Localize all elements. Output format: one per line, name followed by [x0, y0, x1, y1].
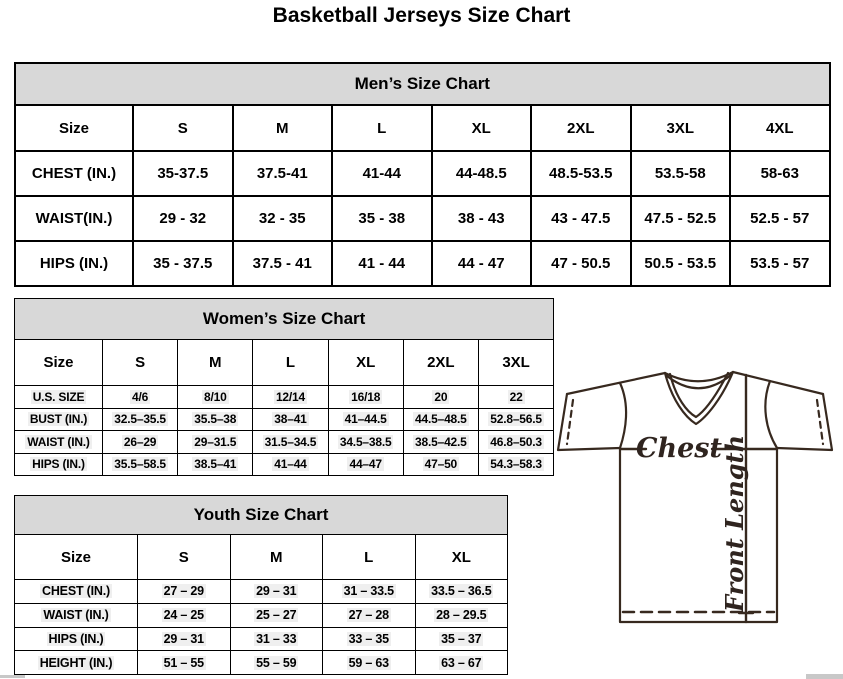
womens-size-chart [14, 298, 554, 476]
size-value-cell: 52.5 - 57 [730, 196, 830, 241]
column-header: S [133, 105, 233, 151]
row-label: CHEST (IN.) [15, 151, 133, 196]
page-title: Basketball Jerseys Size Chart [272, 4, 571, 27]
column-header: Size [15, 105, 133, 151]
size-value-cell: 34.5–38.5 [328, 431, 403, 454]
column-header: M [230, 535, 323, 580]
size-value-cell: 31 – 33.5 [323, 580, 416, 604]
size-value-cell: 35 – 37 [415, 627, 508, 651]
size-value-cell: 35-37.5 [133, 151, 233, 196]
column-header: Size [15, 535, 138, 580]
table-row [15, 431, 554, 454]
size-value-cell: 33 – 35 [323, 627, 416, 651]
size-value-cell: 44-48.5 [432, 151, 532, 196]
size-value-cell: 29–31.5 [178, 431, 253, 454]
column-header: Size [15, 340, 103, 386]
jersey-sleeve-left [558, 394, 620, 450]
size-value-cell: 52.8–56.5 [478, 408, 553, 431]
size-value-cell: 38–41 [253, 408, 328, 431]
table-row [15, 386, 554, 409]
column-header: M [233, 105, 333, 151]
size-value-cell: 50.5 - 53.5 [631, 241, 731, 286]
size-value-cell: 41–44.5 [328, 408, 403, 431]
row-label: WAIST (IN.) [15, 603, 138, 627]
size-value-cell: 59 – 63 [323, 651, 416, 675]
sleeve-cuff-dashes-right [817, 400, 823, 444]
size-value-cell: 16/18 [328, 386, 403, 409]
table-row [15, 580, 508, 604]
size-value-cell: 27 – 29 [138, 580, 231, 604]
row-label: CHEST (IN.) [15, 580, 138, 604]
column-header: 3XL [478, 340, 553, 386]
size-value-cell: 26–29 [103, 431, 178, 454]
table-row [15, 453, 554, 476]
size-value-cell: 25 – 27 [230, 603, 323, 627]
table-row [15, 340, 554, 386]
youth-size-chart [14, 495, 508, 675]
table-row [15, 151, 830, 196]
size-value-cell: 46.8–50.3 [478, 431, 553, 454]
size-value-cell: 41–44 [253, 453, 328, 476]
table-title: Women’s Size Chart [15, 299, 554, 340]
row-label: U.S. SIZE [15, 386, 103, 409]
size-value-cell: 35 - 38 [332, 196, 432, 241]
column-header: S [103, 340, 178, 386]
mens-size-chart [14, 62, 831, 287]
table-row [15, 627, 508, 651]
table-title: Youth Size Chart [15, 496, 508, 535]
row-label: HIPS (IN.) [15, 627, 138, 651]
size-value-cell: 29 - 32 [133, 196, 233, 241]
jersey-seam-left [620, 383, 626, 448]
size-value-cell: 28 – 29.5 [415, 603, 508, 627]
size-value-cell: 53.5 - 57 [730, 241, 830, 286]
jersey-collar-v-inner [670, 373, 728, 417]
size-value-cell: 41-44 [332, 151, 432, 196]
size-value-cell: 38.5–42.5 [403, 431, 478, 454]
table-row [15, 603, 508, 627]
size-value-cell: 31 – 33 [230, 627, 323, 651]
size-value-cell: 38 - 43 [432, 196, 532, 241]
size-value-cell: 31.5–34.5 [253, 431, 328, 454]
column-header: 4XL [730, 105, 830, 151]
size-value-cell: 35 - 37.5 [133, 241, 233, 286]
column-header: 2XL [403, 340, 478, 386]
table-row [15, 196, 830, 241]
size-value-cell: 53.5-58 [631, 151, 731, 196]
size-value-cell: 47 - 50.5 [531, 241, 631, 286]
jersey-sleeve-right [777, 394, 832, 450]
jersey-measurement-diagram [550, 360, 840, 626]
size-value-cell: 20 [403, 386, 478, 409]
row-label: HIPS (IN.) [15, 453, 103, 476]
front-length-label: Front Length [720, 434, 749, 612]
scrollbar-fragment[interactable] [0, 675, 25, 678]
column-header: XL [328, 340, 403, 386]
table-row [15, 105, 830, 151]
table-title: Men’s Size Chart [15, 63, 830, 105]
size-value-cell: 38.5–41 [178, 453, 253, 476]
size-value-cell: 41 - 44 [332, 241, 432, 286]
size-value-cell: 44–47 [328, 453, 403, 476]
table-row [15, 651, 508, 675]
size-value-cell: 44.5–48.5 [403, 408, 478, 431]
size-value-cell: 58-63 [730, 151, 830, 196]
row-label: HIPS (IN.) [15, 241, 133, 286]
row-label: BUST (IN.) [15, 408, 103, 431]
size-value-cell: 47–50 [403, 453, 478, 476]
size-value-cell: 12/14 [253, 386, 328, 409]
size-value-cell: 54.3–58.3 [478, 453, 553, 476]
size-value-cell: 63 – 67 [415, 651, 508, 675]
scrollbar-fragment[interactable] [806, 674, 843, 679]
column-header: M [178, 340, 253, 386]
table-row [15, 408, 554, 431]
row-label: WAIST (IN.) [15, 431, 103, 454]
jersey-shoulder-left [567, 373, 665, 394]
size-value-cell: 8/10 [178, 386, 253, 409]
size-value-cell: 33.5 – 36.5 [415, 580, 508, 604]
size-value-cell: 35.5–38 [178, 408, 253, 431]
size-value-cell: 43 - 47.5 [531, 196, 631, 241]
size-value-cell: 32.5–35.5 [103, 408, 178, 431]
column-header: 2XL [531, 105, 631, 151]
size-value-cell: 27 – 28 [323, 603, 416, 627]
size-value-cell: 47.5 - 52.5 [631, 196, 731, 241]
size-value-cell: 55 – 59 [230, 651, 323, 675]
size-value-cell: 29 – 31 [138, 627, 231, 651]
size-value-cell: 29 – 31 [230, 580, 323, 604]
size-value-cell: 24 – 25 [138, 603, 231, 627]
column-header: L [323, 535, 416, 580]
table-row [15, 241, 830, 286]
column-header: L [253, 340, 328, 386]
column-header: S [138, 535, 231, 580]
size-value-cell: 44 - 47 [432, 241, 532, 286]
column-header: XL [432, 105, 532, 151]
column-header: 3XL [631, 105, 731, 151]
chest-label: Chest [636, 433, 722, 464]
jersey-body [620, 448, 777, 622]
column-header: L [332, 105, 432, 151]
size-value-cell: 35.5–58.5 [103, 453, 178, 476]
sleeve-cuff-dashes-left [567, 400, 573, 444]
size-value-cell: 22 [478, 386, 553, 409]
size-value-cell: 4/6 [103, 386, 178, 409]
row-label: WAIST(IN.) [15, 196, 133, 241]
table-row [15, 535, 508, 580]
size-value-cell: 48.5-53.5 [531, 151, 631, 196]
column-header: XL [415, 535, 508, 580]
size-value-cell: 32 - 35 [233, 196, 333, 241]
size-value-cell: 37.5-41 [233, 151, 333, 196]
row-label: HEIGHT (IN.) [15, 651, 138, 675]
jersey-seam-right [765, 381, 777, 448]
size-value-cell: 37.5 - 41 [233, 241, 333, 286]
size-value-cell: 51 – 55 [138, 651, 231, 675]
